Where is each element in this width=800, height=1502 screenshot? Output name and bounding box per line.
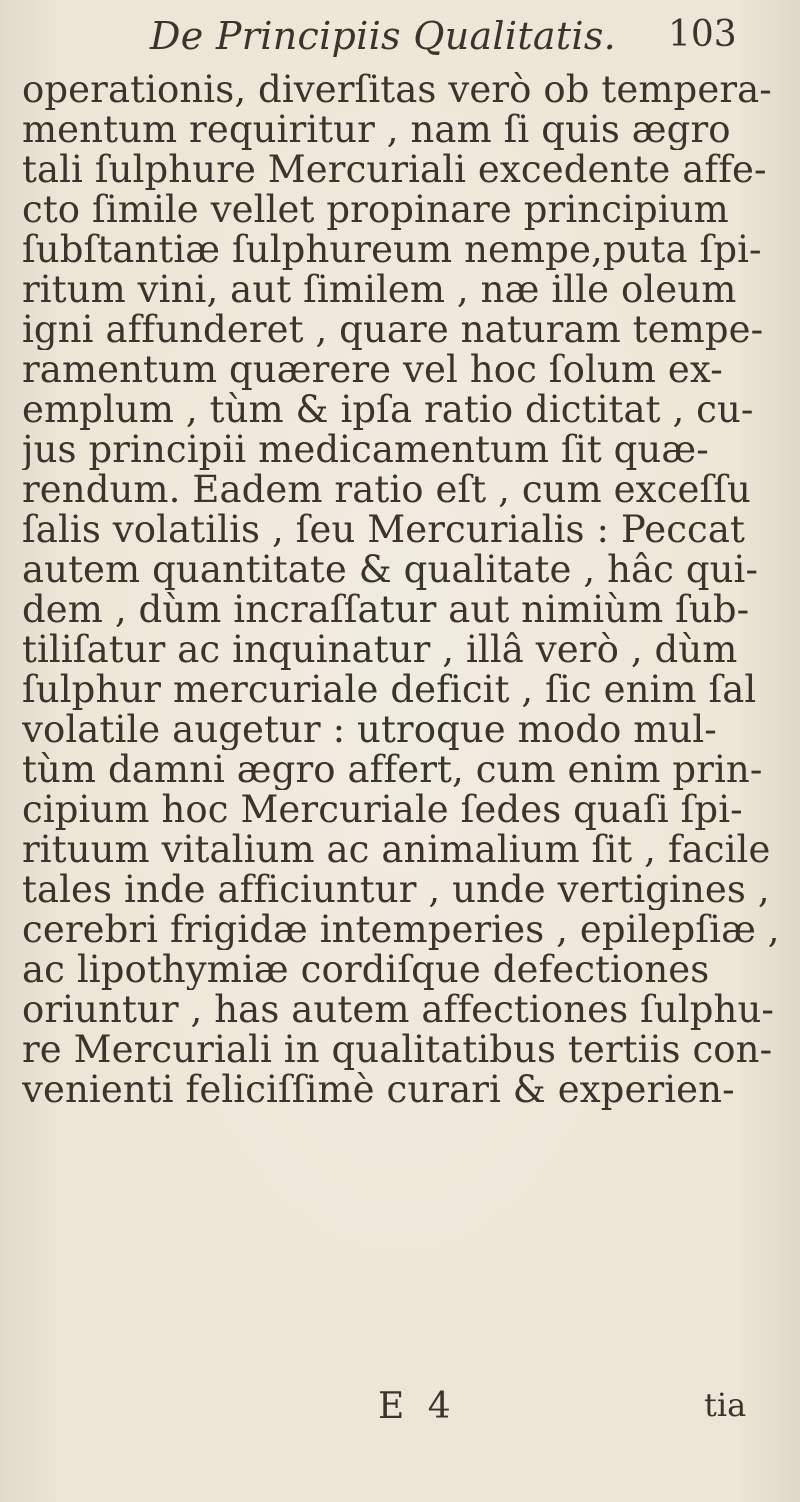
text-line: tali ſulphure Mercuriali excedente affe- [22,150,767,190]
signature-mark: E 4 [378,1386,457,1427]
text-line: dem , dùm incraſſatur aut nimiùm ſub- [22,590,750,630]
text-line: cipium hoc Mercuriale ſedes quaſi ſpi- [22,790,743,830]
catchword: tia [704,1386,747,1424]
text-line: mentum requiritur , nam ſi quis ægro [22,110,731,150]
text-line: autem quantitate & qualitate , hâc qui- [22,550,759,590]
page-header [0,14,800,70]
text-line: ſubſtantiæ ſulphureum nempe,puta ſpi- [22,230,762,270]
text-line: ſulphur mercuriale deficit , ſic enim ſal [22,670,757,710]
text-line: jus principii medicamentum ſit quæ- [22,430,709,470]
text-line: ramentum quærere vel hoc ſolum ex- [22,350,723,390]
text-line: tùm damni ægro affert, cum enim prin- [22,750,763,790]
page-number: 103 [668,14,737,55]
body-text [22,70,782,1110]
text-line: igni affunderet , quare naturam tempe- [22,310,764,350]
text-line: volatile augetur : utroque modo mul- [22,710,717,750]
text-line: oriuntur , has autem affectiones ſulphu- [22,990,774,1030]
page-footer [0,1386,800,1436]
text-line: ritum vini, aut ſimilem , næ ille oleum [22,270,737,310]
text-line: tiliſatur ac inquinatur , illâ verò , dùm [22,630,738,670]
text-line: rendum. Eadem ratio eſt , cum exceſſu [22,470,751,510]
text-line: tales inde afficiuntur , unde vertigines , [22,870,770,910]
text-line: rituum vitalium ac animalium ſit , facile [22,830,771,870]
text-line: operationis, diverſitas verò ob tempera- [22,70,772,110]
text-line: cto ſimile vellet propinare principium [22,190,729,230]
running-title: De Principiis Qualitatis. [150,14,617,58]
text-line: venienti feliciſſimè curari & experien- [22,1070,735,1110]
text-line: re Mercuriali in qualitatibus tertiis con- [22,1030,773,1070]
text-line: cerebri frigidæ intemperies , epilepſiæ , [22,910,780,950]
text-line: ac lipothymiæ cordiſque defectiones [22,950,710,990]
text-line: emplum , tùm & ipſa ratio dictitat , cu- [22,390,754,430]
text-line: ſalis volatilis , ſeu Mercurialis : Peccat [22,510,746,550]
